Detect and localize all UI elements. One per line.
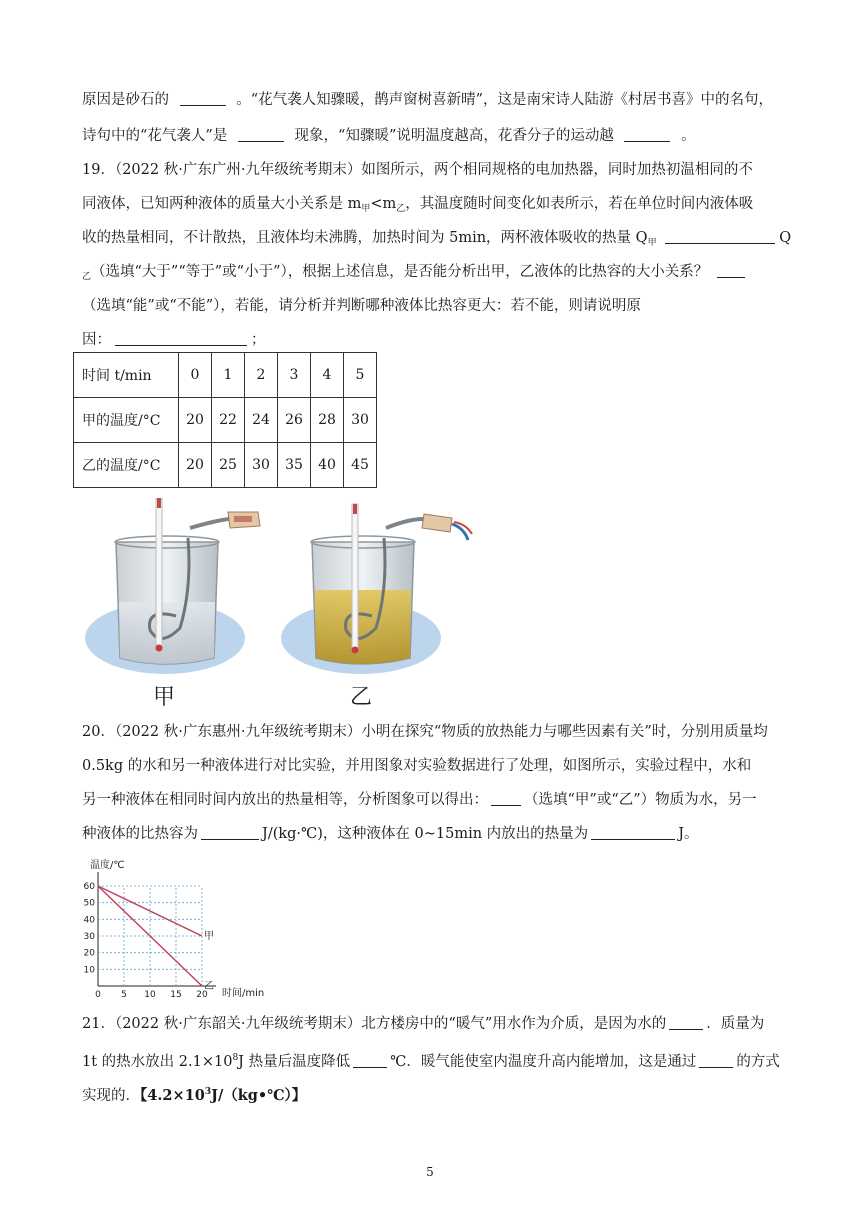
chart-y-tick-label: 20 [83, 948, 95, 959]
answer-blank[interactable] [201, 825, 259, 840]
text-segment: 19．（2022 秋·广东广州·九年级统考期末）如图所示，两个相同规格的电加热器，同时加热初温相同的不 [82, 162, 753, 178]
question-21-line [82, 1082, 782, 1106]
answer-blank[interactable] [699, 1053, 733, 1068]
answer-blank[interactable] [624, 127, 670, 142]
chart-x-tick-label: 5 [121, 990, 127, 1000]
beaker-left [85, 498, 260, 674]
text-segment: 21．（2022 秋·广东韶关·九年级统考期末）北方楼房中的“暖气”用水作为介质，是因为水的 [82, 1016, 667, 1032]
chart-y-tick-label: 30 [83, 932, 95, 942]
answer-blank[interactable] [665, 229, 775, 244]
table-cell: 45 [344, 443, 377, 488]
table-cell: 甲的温度/°C [74, 398, 179, 443]
question-21-line [82, 1014, 782, 1034]
text-segment: ．质量为 [706, 1016, 765, 1032]
question-19-line [82, 330, 782, 350]
text-segment: ℃．暖气能使室内温度升高内能增加，这是通过 [390, 1054, 697, 1070]
table-cell: 25 [212, 443, 245, 488]
table-row [74, 353, 377, 398]
answer-blank[interactable] [669, 1015, 703, 1030]
temperature-table [73, 352, 377, 488]
chart-y-axis-label: 温度/℃ [90, 860, 125, 871]
text-segment: 因： [82, 332, 111, 348]
answer-blank[interactable] [238, 127, 284, 142]
question-19-line [82, 160, 782, 180]
question-19-line [82, 262, 782, 287]
chart-x-tick-label: 0 [95, 990, 101, 1000]
text-segment: 现象，“知骤暖”说明温度越高，花香分子的运动越 [294, 128, 614, 144]
table-cell: 时间 t/min [74, 353, 179, 398]
text-segment: 的方式 [736, 1054, 780, 1070]
beaker-label-right: 乙 [349, 685, 373, 710]
question-19-line [82, 296, 782, 316]
table-cell: 0 [179, 353, 212, 398]
answer-blank[interactable] [353, 1053, 387, 1068]
temperature-time-chart [76, 856, 276, 1002]
text-segment: 0.5kg 的水和另一种液体进行对比实验，并用图象对实验数据进行了处理，如图所示，实验过程中，水和 [82, 758, 752, 774]
chart-y-tick-label: 40 [83, 915, 95, 926]
chart-x-tick-label: 20 [196, 990, 208, 1000]
answer-blank[interactable] [180, 91, 226, 106]
answer-blank[interactable] [591, 825, 675, 840]
text-segment: （选填“大于”“等于”或“小于”），根据上述信息，是否能分析出甲，乙液体的比热容的大小关系？ [91, 264, 709, 280]
text-line [82, 126, 782, 146]
text-segment: 【4.2×10 [140, 1087, 205, 1104]
text-segment: J。 [678, 826, 699, 842]
text-segment: 收的热量相同，不计散热，且液体均未沸腾，加热时间为 5min，两杯液体吸收的热量 Q [82, 230, 648, 246]
text-segment: 原因是砂石的 [82, 92, 169, 108]
beaker-label-left: 甲 [152, 685, 176, 710]
superscript: 8 [232, 1053, 239, 1063]
chart-y-tick-label: 10 [83, 965, 95, 976]
text-segment: （选填“能”或“不能”），若能，请分析并判断哪种液体比热容更大：若不能，则请说明原 [82, 298, 641, 314]
table-cell: 22 [212, 398, 245, 443]
question-19-line [82, 194, 782, 219]
table-cell: 乙的温度/°C [74, 443, 179, 488]
text-segment: ； [251, 332, 266, 348]
question-19-line [82, 228, 792, 253]
beaker-figure [80, 498, 480, 710]
page-number: 5 [426, 1165, 434, 1179]
question-20-line [82, 756, 782, 776]
question-20-line [82, 824, 782, 844]
text-segment: 同液体，已知两种液体的质量大小关系是 m [82, 196, 362, 212]
table-row [74, 398, 377, 443]
chart-y-tick-label: 60 [83, 882, 95, 892]
text-segment: ，其温度随时间变化如表所示，若在单位时间内液体吸 [405, 196, 754, 212]
superscript: 3 [204, 1087, 212, 1097]
text-segment: 。 [681, 128, 696, 144]
text-segment: J/(kg·℃)，这种液体在 0~15min 内放出的热量为 [262, 826, 589, 842]
question-20-line [82, 790, 782, 810]
table-cell: 40 [311, 443, 344, 488]
question-20-line [82, 722, 782, 742]
table-cell: 2 [245, 353, 278, 398]
text-segment: Q [779, 230, 792, 246]
text-segment: 1t 的热水放出 2.1×10 [82, 1054, 233, 1070]
table-cell: 24 [245, 398, 278, 443]
beaker-right [281, 504, 472, 674]
chart-x-tick-label: 10 [144, 990, 156, 1000]
table-cell: 4 [311, 353, 344, 398]
text-segment: 另一种液体在相同时间内放出的热量相等，分析图象可以得出： [82, 792, 488, 808]
text-segment: 诗句中的“花气袭人”是 [82, 128, 228, 144]
chart-y-tick-label: 50 [83, 898, 95, 909]
chart-series-label: 乙 [204, 981, 214, 992]
subscript: 甲 [361, 204, 371, 214]
subscript: 甲 [647, 238, 657, 248]
chart-series-label: 甲 [204, 931, 214, 942]
question-21-line [82, 1048, 782, 1072]
table-cell: 3 [278, 353, 311, 398]
text-segment: 。“花气袭人知骤暖，鹊声窗树喜新晴”，这是南宋诗人陆游《村居书喜》中的名句， [236, 92, 774, 108]
table-cell: 35 [278, 443, 311, 488]
table-cell: 30 [344, 398, 377, 443]
constant-note [140, 1087, 306, 1104]
table-cell: 30 [245, 443, 278, 488]
table-cell: 1 [212, 353, 245, 398]
text-segment: 种液体的比热容为 [82, 826, 198, 842]
chart-x-axis-label: 时间/min [222, 988, 265, 999]
text-segment: 20．（2022 秋·广东惠州·九年级统考期末）小明在探究“物质的放热能力与哪些因素有关”时，分别用质量均 [82, 724, 768, 740]
text-segment: 实现的． [82, 1088, 140, 1104]
text-segment: <m [370, 196, 397, 212]
answer-blank[interactable] [491, 791, 521, 806]
text-segment: （选填“甲”或“乙”）物质为水，另一 [524, 792, 757, 808]
subscript: 乙 [396, 204, 406, 214]
table-cell: 20 [179, 443, 212, 488]
table-row [74, 443, 377, 488]
answer-blank[interactable] [115, 331, 247, 346]
answer-blank[interactable] [717, 263, 745, 278]
table-cell: 20 [179, 398, 212, 443]
text-segment: J 热量后温度降低 [238, 1054, 351, 1070]
table-cell: 5 [344, 353, 377, 398]
chart-x-tick-label: 15 [170, 990, 182, 1000]
text-line [82, 90, 782, 110]
text-segment: J/（kg•℃）】 [211, 1087, 307, 1104]
table-cell: 26 [278, 398, 311, 443]
table-cell: 28 [311, 398, 344, 443]
subscript: 乙 [82, 272, 92, 282]
